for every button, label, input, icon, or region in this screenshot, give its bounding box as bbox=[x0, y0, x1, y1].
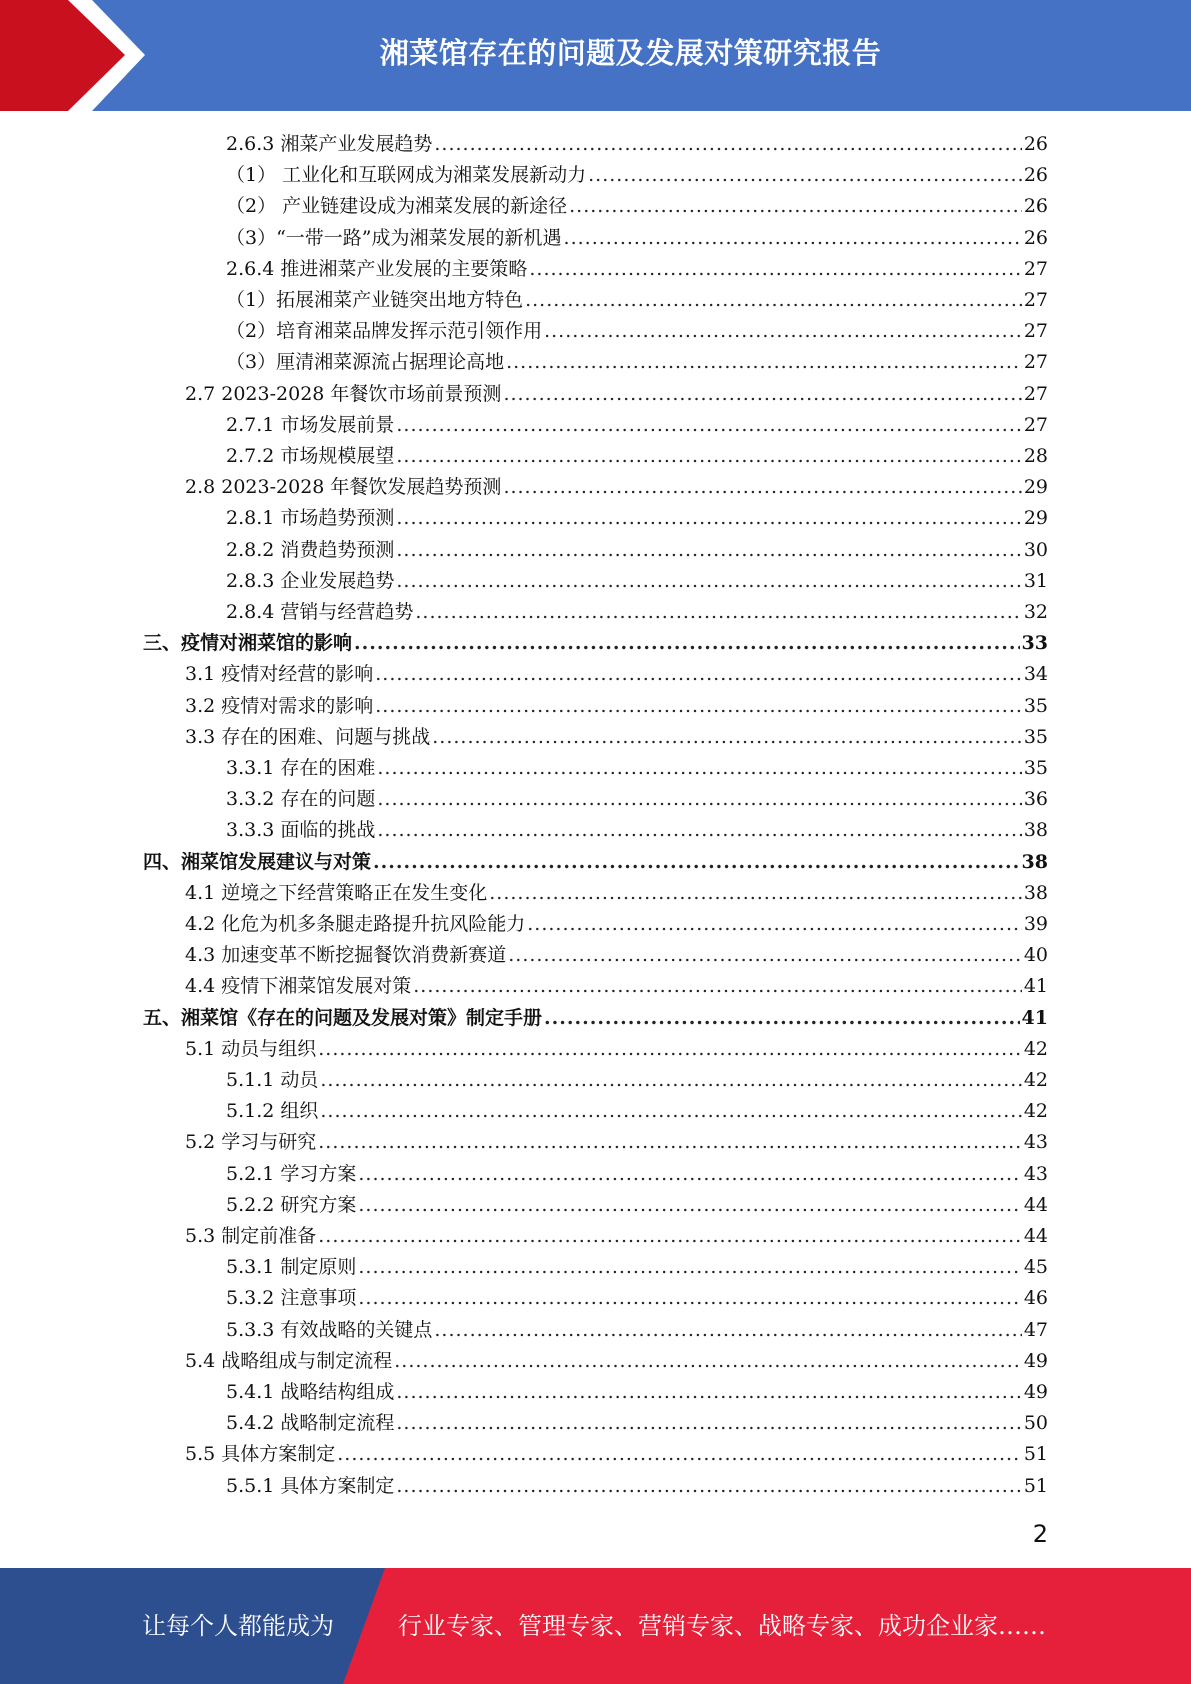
toc-entry-title: 3.1 疫情对经营的影响 bbox=[185, 663, 374, 686]
toc-entry-page: 45 bbox=[1023, 1256, 1048, 1279]
toc-entry[interactable] bbox=[226, 1283, 1048, 1314]
toc-leader-dots bbox=[529, 254, 1021, 285]
toc-entry[interactable] bbox=[226, 316, 1048, 347]
toc-entry[interactable] bbox=[185, 1439, 1048, 1470]
toc-leader-dots bbox=[527, 909, 1022, 940]
toc-entry[interactable] bbox=[185, 691, 1048, 722]
toc-entry-page: 38 bbox=[1023, 881, 1048, 904]
toc-entry-page: 27 bbox=[1023, 257, 1048, 280]
footer-slogan-right: 行业专家、管理专家、营销专家、战略专家、成功企业家…… bbox=[398, 1612, 1046, 1640]
toc-entry[interactable] bbox=[226, 223, 1048, 254]
toc-entry-page: 26 bbox=[1023, 226, 1048, 249]
toc-entry[interactable] bbox=[226, 815, 1048, 846]
toc-entry-page: 27 bbox=[1023, 413, 1048, 436]
toc-entry-title: 5.4.1 战略结构组成 bbox=[226, 1381, 395, 1403]
toc-entry[interactable] bbox=[226, 1408, 1048, 1439]
toc-entry-title: 2.6.4 推进湘菜产业发展的主要策略 bbox=[226, 257, 528, 280]
toc-entry[interactable] bbox=[185, 1346, 1048, 1377]
toc-entry-title: 5.3.2 注意事项 bbox=[226, 1287, 357, 1310]
toc-entry-page: 32 bbox=[1023, 601, 1048, 623]
toc-leader-dots bbox=[377, 753, 1021, 784]
toc-entry-title: 2.7 2023-2028 年餐饮市场前景预测 bbox=[185, 382, 502, 405]
toc-leader-dots bbox=[396, 441, 1021, 472]
toc-entry-title: 2.6.3 湘菜产业发展趋势 bbox=[226, 133, 433, 155]
toc-entry-title: 5.1.2 组织 bbox=[226, 1100, 319, 1123]
toc-entry-title: （1）拓展湘菜产业链突出地方特色 bbox=[226, 289, 524, 311]
footer-slogan-left: 让每个人都能成为 bbox=[142, 1612, 334, 1640]
toc-entry-page: 42 bbox=[1023, 1037, 1048, 1060]
toc-entry[interactable] bbox=[185, 909, 1048, 940]
toc-entry[interactable] bbox=[143, 628, 1048, 659]
toc-leader-dots bbox=[396, 410, 1021, 441]
toc-leader-dots bbox=[396, 1471, 1021, 1502]
toc-entry-page: 35 bbox=[1023, 694, 1048, 717]
toc-entry-page: 41 bbox=[1023, 975, 1048, 998]
toc-entry-title: 5.2 学习与研究 bbox=[185, 1131, 317, 1154]
toc-leader-dots bbox=[544, 1003, 1020, 1034]
toc-leader-dots bbox=[506, 347, 1022, 378]
toc-entry-page: 27 bbox=[1023, 320, 1048, 343]
toc-entry-title: 2.7.2 市场规模展望 bbox=[226, 445, 395, 467]
toc-entry[interactable] bbox=[185, 1034, 1048, 1065]
toc-entry[interactable] bbox=[226, 1377, 1048, 1408]
toc-leader-dots bbox=[358, 1283, 1021, 1314]
toc-entry-page: 36 bbox=[1023, 788, 1048, 811]
toc-entry-page: 47 bbox=[1023, 1318, 1048, 1341]
toc-entry[interactable] bbox=[226, 1471, 1048, 1502]
toc-entry-title: 2.8 2023-2028 年餐饮发展趋势预测 bbox=[185, 476, 502, 499]
toc-leader-dots bbox=[377, 784, 1021, 815]
toc-entry-title: 2.7.1 市场发展前景 bbox=[226, 413, 395, 436]
toc-leader-dots bbox=[396, 1377, 1021, 1408]
toc-entry-page: 43 bbox=[1023, 1162, 1048, 1185]
toc-entry-title: 2.8.4 营销与经营趋势 bbox=[226, 601, 414, 623]
toc-entry-page: 34 bbox=[1023, 663, 1048, 686]
toc-leader-dots bbox=[432, 722, 1022, 753]
toc-entry[interactable] bbox=[185, 878, 1048, 909]
toc-entry[interactable] bbox=[185, 971, 1048, 1002]
toc-entry-page: 42 bbox=[1023, 1100, 1048, 1123]
toc-leader-dots bbox=[377, 815, 1021, 846]
toc-entry-title: （2）培育湘菜品牌发挥示范引领作用 bbox=[226, 320, 543, 343]
toc-entry-title: 三、疫情对湘菜馆的影响 bbox=[143, 632, 353, 655]
toc-entry-page: 38 bbox=[1021, 850, 1048, 873]
toc-entry-title: 5.2.2 研究方案 bbox=[226, 1193, 357, 1216]
toc-leader-dots bbox=[320, 1065, 1021, 1096]
toc-entry-page: 26 bbox=[1023, 133, 1048, 155]
toc-leader-dots bbox=[415, 597, 1021, 628]
toc-entry[interactable] bbox=[226, 285, 1048, 316]
toc-entry-page: 42 bbox=[1023, 1069, 1048, 1091]
toc-leader-dots bbox=[564, 223, 1022, 254]
toc-leader-dots bbox=[337, 1439, 1022, 1470]
toc-leader-dots bbox=[375, 691, 1022, 722]
toc-entry-title: （3）“一带一路”成为湘菜发展的新机遇 bbox=[226, 226, 562, 249]
toc-entry-page: 35 bbox=[1023, 725, 1048, 748]
toc-entry[interactable] bbox=[143, 847, 1048, 878]
toc-entry-page: 29 bbox=[1023, 476, 1048, 499]
toc-leader-dots bbox=[375, 659, 1022, 690]
toc-entry-title: 5.4.2 战略制定流程 bbox=[226, 1412, 395, 1435]
toc-leader-dots bbox=[569, 191, 1022, 222]
toc-leader-dots bbox=[396, 503, 1021, 534]
toc-entry-title: 3.3 存在的困难、问题与挑战 bbox=[185, 725, 431, 748]
toc-entry[interactable] bbox=[226, 566, 1048, 597]
toc-entry-title: 2.8.3 企业发展趋势 bbox=[226, 569, 395, 592]
toc-entry-title: （2） 产业链建设成为湘菜发展的新途径 bbox=[226, 195, 568, 218]
toc-entry-page: 44 bbox=[1023, 1225, 1048, 1247]
toc-entry-page: 49 bbox=[1023, 1381, 1048, 1403]
toc-entry-title: （3）厘清湘菜源流占据理论高地 bbox=[226, 351, 505, 374]
toc-leader-dots bbox=[318, 1034, 1022, 1065]
toc-entry[interactable] bbox=[185, 1221, 1048, 1252]
page-header bbox=[0, 0, 1191, 111]
toc-leader-dots bbox=[413, 971, 1022, 1002]
toc-entry[interactable] bbox=[226, 1065, 1048, 1096]
toc-entry[interactable] bbox=[185, 1127, 1048, 1158]
toc-leader-dots bbox=[358, 1252, 1021, 1283]
toc-leader-dots bbox=[503, 379, 1021, 410]
toc-leader-dots bbox=[394, 1346, 1022, 1377]
toc-leader-dots bbox=[358, 1190, 1021, 1221]
toc-entry-title: （1） 工业化和互联网成为湘菜发展新动力 bbox=[226, 164, 587, 187]
toc-leader-dots bbox=[434, 129, 1021, 160]
toc-leader-dots bbox=[318, 1221, 1022, 1252]
toc-entry-page: 50 bbox=[1023, 1412, 1048, 1435]
toc-entry[interactable] bbox=[226, 597, 1048, 628]
toc-entry-page: 29 bbox=[1023, 507, 1048, 530]
toc-entry-title: 3.3.3 面临的挑战 bbox=[226, 819, 376, 842]
toc-entry-title: 3.3.2 存在的问题 bbox=[226, 788, 376, 811]
toc-entry[interactable] bbox=[185, 722, 1048, 753]
toc-entry-title: 4.2 化危为机多条腿走路提升抗风险能力 bbox=[185, 913, 526, 935]
toc-entry[interactable] bbox=[226, 1315, 1048, 1346]
toc-entry-page: 28 bbox=[1023, 445, 1048, 467]
toc-entry[interactable] bbox=[226, 503, 1048, 534]
toc-entry-title: 4.3 加速变革不断挖掘餐饮消费新赛道 bbox=[185, 944, 507, 967]
toc-entry[interactable] bbox=[226, 1190, 1048, 1221]
toc-leader-dots bbox=[396, 535, 1021, 566]
toc-entry[interactable] bbox=[185, 659, 1048, 690]
toc-entry[interactable] bbox=[226, 753, 1048, 784]
toc-entry-title: 5.3.1 制定原则 bbox=[226, 1256, 357, 1279]
toc-entry-title: 5.1 动员与组织 bbox=[185, 1037, 317, 1060]
toc-leader-dots bbox=[373, 847, 1020, 878]
toc-entry-page: 35 bbox=[1023, 757, 1048, 779]
toc-leader-dots bbox=[588, 160, 1022, 191]
toc-entry-title: 四、湘菜馆发展建议与对策 bbox=[143, 850, 372, 873]
toc-entry[interactable] bbox=[226, 347, 1048, 378]
toc-leader-dots bbox=[354, 628, 1020, 659]
toc-entry-title: 4.4 疫情下湘菜馆发展对策 bbox=[185, 975, 412, 998]
toc-entry-title: 5.2.1 学习方案 bbox=[226, 1162, 357, 1185]
toc-leader-dots bbox=[396, 566, 1021, 597]
toc-entry-title: 五、湘菜馆《存在的问题及发展对策》制定手册 bbox=[143, 1006, 543, 1029]
toc-leader-dots bbox=[320, 1096, 1021, 1127]
toc-entry[interactable] bbox=[226, 1159, 1048, 1190]
toc-entry-page: 46 bbox=[1023, 1287, 1048, 1310]
toc-entry-page: 26 bbox=[1023, 164, 1048, 187]
toc-entry[interactable] bbox=[226, 129, 1048, 160]
toc-entry[interactable] bbox=[143, 1003, 1048, 1034]
toc-entry[interactable] bbox=[226, 254, 1048, 285]
toc-entry-title: 5.5 具体方案制定 bbox=[185, 1443, 336, 1466]
toc-leader-dots bbox=[525, 285, 1022, 316]
toc-entry[interactable] bbox=[226, 410, 1048, 441]
toc-entry[interactable] bbox=[226, 535, 1048, 566]
toc-entry-title: 5.5.1 具体方案制定 bbox=[226, 1474, 395, 1497]
toc-entry-title: 5.4 战略组成与制定流程 bbox=[185, 1349, 393, 1372]
toc-entry-title: 2.8.2 消费趋势预测 bbox=[226, 538, 395, 561]
page-footer bbox=[0, 1568, 1191, 1684]
toc-entry-page: 51 bbox=[1023, 1474, 1048, 1497]
toc-entry[interactable] bbox=[185, 379, 1048, 410]
toc-entry-page: 33 bbox=[1021, 632, 1048, 655]
report-title: 湘菜馆存在的问题及发展对策研究报告 bbox=[379, 36, 882, 70]
toc-entry-page: 43 bbox=[1023, 1131, 1048, 1154]
toc-entry-title: 3.3.1 存在的困难 bbox=[226, 757, 376, 779]
toc-entry-page: 31 bbox=[1023, 569, 1048, 592]
toc-entry[interactable] bbox=[185, 472, 1048, 503]
toc-entry[interactable] bbox=[226, 441, 1048, 472]
toc-entry-page: 26 bbox=[1023, 195, 1048, 218]
toc-leader-dots bbox=[358, 1159, 1021, 1190]
toc-entry[interactable] bbox=[226, 160, 1048, 191]
toc-entry-page: 27 bbox=[1023, 289, 1048, 311]
toc-leader-dots bbox=[434, 1315, 1021, 1346]
toc-leader-dots bbox=[508, 940, 1022, 971]
toc-entry-page: 51 bbox=[1023, 1443, 1048, 1466]
toc-entry-title: 5.3.3 有效战略的关键点 bbox=[226, 1318, 433, 1341]
toc-entry-title: 3.2 疫情对需求的影响 bbox=[185, 694, 374, 717]
toc-entry-page: 27 bbox=[1023, 382, 1048, 405]
toc-entry-page: 44 bbox=[1023, 1193, 1048, 1216]
toc-entry-page: 40 bbox=[1023, 944, 1048, 967]
toc-entry-title: 2.8.1 市场趋势预测 bbox=[226, 507, 395, 530]
toc-entry-page: 38 bbox=[1023, 819, 1048, 842]
toc-leader-dots bbox=[503, 472, 1021, 503]
toc-leader-dots bbox=[544, 316, 1022, 347]
toc-entry[interactable] bbox=[226, 784, 1048, 815]
toc-entry-title: 4.1 逆境之下经营策略正在发生变化 bbox=[185, 881, 488, 904]
toc-leader-dots bbox=[396, 1408, 1021, 1439]
toc-entry-page: 41 bbox=[1021, 1006, 1048, 1029]
toc-leader-dots bbox=[489, 878, 1022, 909]
toc-entry-page: 27 bbox=[1023, 351, 1048, 374]
toc-entry[interactable] bbox=[226, 1252, 1048, 1283]
toc-entry-title: 5.3 制定前准备 bbox=[185, 1225, 317, 1247]
toc-entry-page: 30 bbox=[1023, 538, 1048, 561]
toc-entry-page: 39 bbox=[1023, 913, 1048, 935]
toc-entry-page: 49 bbox=[1023, 1349, 1048, 1372]
toc-entry[interactable] bbox=[226, 191, 1048, 222]
toc-entry-title: 5.1.1 动员 bbox=[226, 1069, 319, 1091]
toc-entry[interactable] bbox=[185, 940, 1048, 971]
toc-leader-dots bbox=[318, 1127, 1022, 1158]
toc-entry[interactable] bbox=[226, 1096, 1048, 1127]
page-number: 2 bbox=[1032, 1520, 1048, 1548]
